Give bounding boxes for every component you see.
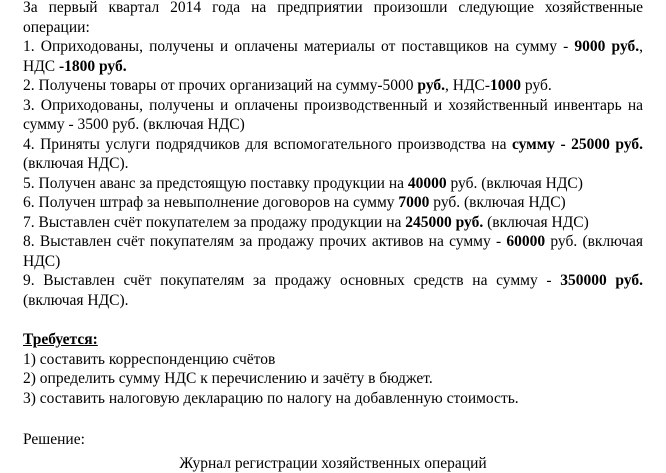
operation-1-text: 1. Оприходованы, получены и оплачены материалы от поставщиков на сумму - bbox=[23, 38, 574, 55]
operation-3: 3. Оприходованы, получены и оплачены производственный и хозяйственный инвентарь на сумму - 3500 руб. (включая НДС) bbox=[23, 96, 643, 135]
operation-9-text: 9. Выставлен счёт покупателям за продажу основных средств на сумму - bbox=[23, 272, 560, 289]
operation-7-amount: 245000 руб. bbox=[405, 214, 483, 231]
operation-1-amount: 9000 руб. bbox=[574, 38, 639, 55]
requirement-3: 3) составить налоговую декларацию по налогу на добавленную стоимость. bbox=[23, 389, 643, 409]
operation-8-amount: 60000 bbox=[506, 233, 545, 250]
operation-6-suffix: руб. (включая НДС) bbox=[429, 194, 565, 211]
operation-9 bbox=[23, 271, 643, 310]
intro-paragraph: За первый квартал 2014 года на предприятии произошли следующие хозяйственные операции: bbox=[23, 0, 643, 37]
operation-4-text: 4. Приняты услуги подрядчиков для вспомогательного производства на bbox=[23, 136, 512, 153]
operation-2-suffix: руб. bbox=[521, 77, 552, 94]
operation-5-text: 5. Получен аванс за предстоящую поставку продукции на bbox=[23, 175, 408, 192]
operation-2-currency: руб. bbox=[417, 77, 445, 94]
operation-2-text: 2. Получены товары от прочих организаций на сумму-5000 bbox=[23, 77, 417, 94]
operation-7 bbox=[23, 213, 643, 233]
requirements-title: Требуется: bbox=[23, 330, 643, 350]
operation-5 bbox=[23, 174, 643, 194]
operation-1-vat-amount: -1800 руб. bbox=[59, 58, 127, 75]
operation-8-suffix: руб. (включая НДС) bbox=[23, 233, 643, 270]
operation-2-vat-label: , НДС- bbox=[445, 77, 490, 94]
operation-4-suffix: (включая НДС). bbox=[23, 155, 129, 172]
operation-8-text: 8. Выставлен счёт покупателям за продажу прочих активов на сумму - bbox=[23, 233, 506, 250]
document-page bbox=[23, 0, 643, 473]
operation-9-suffix: (включая НДС). bbox=[23, 292, 129, 309]
requirement-1: 1) составить корреспонденцию счётов bbox=[23, 350, 643, 370]
operation-4 bbox=[23, 135, 643, 174]
requirement-2: 2) определить сумму НДС к перечислению и зачёту в бюджет. bbox=[23, 369, 643, 389]
operation-8 bbox=[23, 232, 643, 271]
operation-5-amount: 40000 bbox=[408, 175, 447, 192]
operation-7-text: 7. Выставлен счёт покупателем за продажу продукции на bbox=[23, 214, 405, 231]
operation-9-amount: 350000 руб. bbox=[560, 272, 643, 289]
solution-label: Решение: bbox=[23, 430, 643, 450]
operation-2 bbox=[23, 76, 643, 96]
operation-6-amount: 7000 bbox=[398, 194, 429, 211]
operation-5-suffix: руб. (включая НДС) bbox=[447, 175, 583, 192]
journal-title: Журнал регистрации хозяйственных операций bbox=[23, 454, 643, 473]
operation-7-suffix: (включая НДС) bbox=[483, 214, 589, 231]
operation-1 bbox=[23, 37, 643, 76]
operation-1-vat-label: , НДС bbox=[23, 38, 643, 75]
operation-2-vat-amount: 1000 bbox=[490, 77, 521, 94]
operation-6 bbox=[23, 193, 643, 213]
operation-6-text: 6. Получен штраф за невыполнение договоров на сумму bbox=[23, 194, 398, 211]
operation-4-amount: сумму - 25000 руб. bbox=[512, 136, 643, 153]
